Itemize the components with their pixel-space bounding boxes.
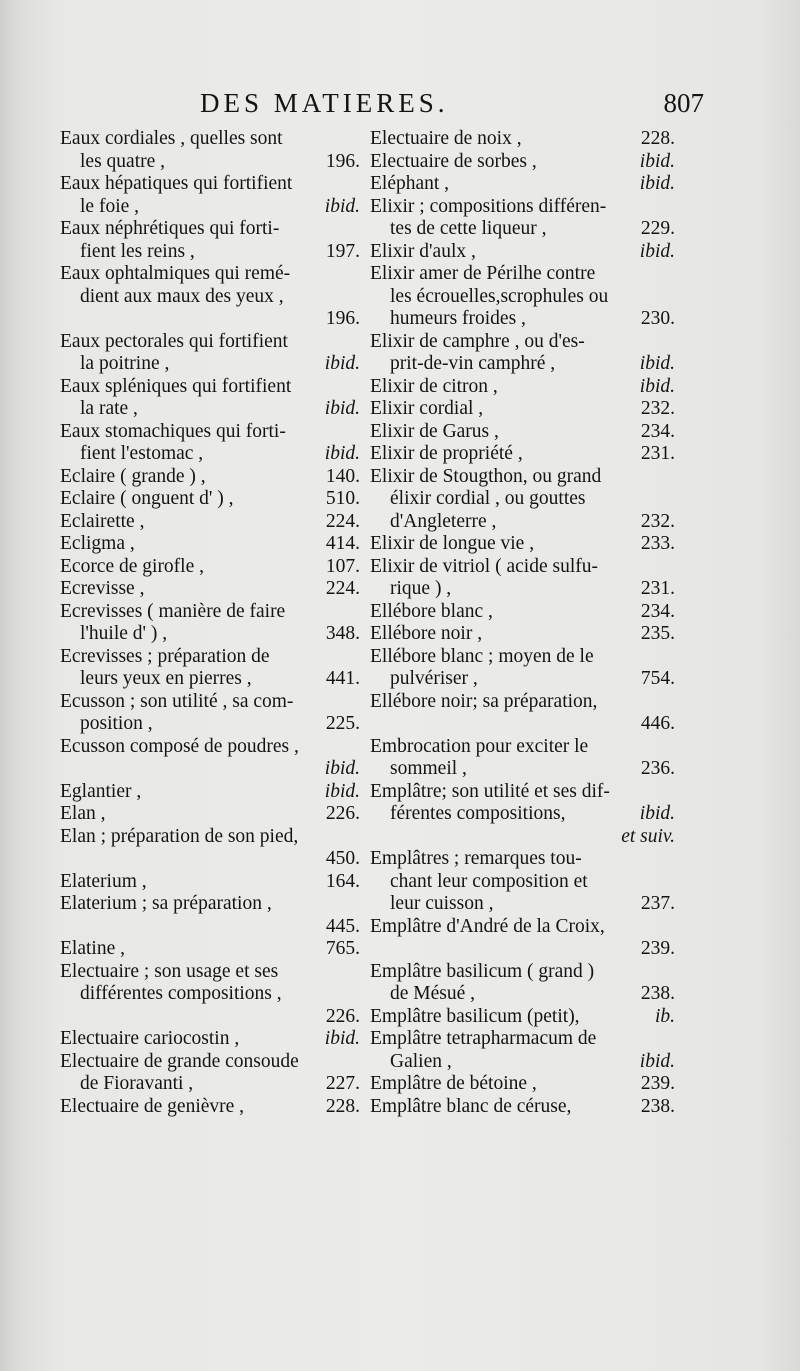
- index-entry: [60, 1096, 360, 1119]
- index-entry-line: [60, 623, 360, 646]
- index-column-right: [370, 128, 675, 1118]
- page-reference: ibid.: [639, 1050, 675, 1072]
- entry-text: Galien ,: [390, 1050, 452, 1072]
- entry-text: leur cuisson ,: [390, 893, 494, 914]
- index-entry: [370, 443, 675, 466]
- entry-text: Ellébore noir; sa préparation,: [370, 690, 598, 712]
- index-entry-line: [60, 398, 360, 421]
- index-entry-line: [60, 1006, 360, 1029]
- page-reference: 232.: [640, 510, 675, 532]
- index-entry: [60, 803, 360, 826]
- index-entry-line: [370, 646, 670, 669]
- page-number: 807: [663, 88, 704, 118]
- index-entry: [60, 578, 360, 601]
- index-entry: [60, 826, 360, 871]
- index-entry-line: [60, 1028, 360, 1051]
- index-entry-line: [370, 375, 675, 399]
- index-entry: [370, 960, 675, 1006]
- entry-text: les quatre ,: [80, 150, 166, 172]
- entry-text: Emplâtre basilicum (petit),: [370, 1005, 580, 1027]
- entry-text: tes de cette liqueur ,: [390, 218, 547, 239]
- entry-text: leurs yeux en pierres ,: [80, 668, 252, 689]
- entry-text: Ecusson ; son utilité , sa com-: [60, 690, 294, 712]
- index-entry: [60, 781, 360, 804]
- page-reference: ibid.: [639, 173, 675, 194]
- index-entry-line: [60, 983, 360, 1006]
- page-reference: 414.: [325, 533, 360, 554]
- index-entry-line: [60, 961, 360, 984]
- index-entry-line: [370, 510, 675, 534]
- page-reference: 197.: [325, 240, 360, 262]
- page-reference: 226.: [325, 803, 360, 824]
- page-reference: 239.: [640, 1073, 675, 1094]
- index-entry-line: [60, 871, 360, 894]
- page-reference: 229.: [640, 218, 675, 239]
- entry-text: Eaux pectorales qui fortifient: [60, 330, 288, 352]
- index-entry-line: [60, 668, 360, 691]
- page-reference: 234.: [640, 420, 675, 442]
- entry-text: Eclaire ( grande ) ,: [60, 465, 206, 487]
- entry-text: Electuaire ; son usage et ses: [60, 960, 279, 982]
- index-column-left: [60, 128, 360, 1118]
- entry-text: Elaterium ,: [60, 870, 147, 892]
- page-reference: 232.: [640, 398, 675, 419]
- index-entry: [370, 330, 675, 376]
- page-reference: 230.: [640, 308, 675, 329]
- index-entry-line: [60, 488, 360, 511]
- index-entry: [370, 420, 675, 444]
- index-entry: [370, 173, 675, 196]
- index-entry: [370, 1073, 675, 1096]
- index-entry-line: [60, 128, 360, 151]
- index-entry: [60, 961, 360, 1029]
- index-entry-line: [370, 983, 675, 1006]
- index-entry-line: [370, 825, 675, 849]
- index-entry-line: [60, 421, 360, 444]
- index-entry: [60, 533, 360, 556]
- entry-text: les écrouelles,scrophules ou: [390, 285, 609, 307]
- page-reference: 225.: [325, 713, 360, 734]
- index-entry-line: [370, 600, 675, 624]
- index-entry-line: [370, 398, 675, 421]
- entry-text: Ellébore blanc ,: [370, 600, 493, 622]
- page-reference: 164.: [325, 870, 360, 892]
- index-entry-line: [60, 218, 360, 241]
- index-entry-line: [60, 601, 360, 624]
- entry-text: position ,: [80, 713, 153, 734]
- page-reference: ibid.: [324, 758, 360, 779]
- index-entry: [370, 240, 675, 264]
- index-entry-line: [370, 196, 670, 219]
- index-entry-line: [370, 488, 670, 511]
- entry-text: l'huile d' ) ,: [80, 623, 168, 644]
- page-reference: ibid.: [324, 443, 360, 464]
- index-entry-line: [60, 533, 360, 556]
- page-reference: 196.: [325, 150, 360, 172]
- index-entry: [60, 511, 360, 534]
- entry-text: Elatine ,: [60, 938, 125, 959]
- entry-text: Eaux stomachiques qui forti-: [60, 420, 286, 442]
- index-entry: [370, 848, 675, 916]
- entry-text: Emplâtre tetrapharmacum de: [370, 1028, 597, 1049]
- index-entry: [60, 376, 360, 421]
- entry-text: rique ) ,: [390, 578, 452, 599]
- entry-text: Ecrevisses ; préparation de: [60, 645, 270, 667]
- entry-text: prit-de-vin camphré ,: [390, 353, 556, 374]
- entry-text: Electuaire de noix ,: [370, 128, 522, 149]
- index-entry: [60, 173, 360, 218]
- index-entry-line: [60, 286, 360, 309]
- page-reference: 231.: [640, 443, 675, 464]
- entry-text: Emplâtre d'André de la Croix,: [370, 915, 605, 937]
- index-entry-line: [370, 263, 670, 286]
- entry-text: la rate ,: [80, 398, 138, 419]
- index-entry-line: [60, 151, 360, 174]
- index-entry-line: [370, 713, 675, 736]
- entry-text: différentes compositions ,: [80, 983, 282, 1004]
- entry-text: Elixir de camphre , ou d'es-: [370, 330, 585, 352]
- entry-text: Elixir de longue vie ,: [370, 533, 535, 554]
- index-entry: [60, 421, 360, 466]
- index-entry: [60, 263, 360, 331]
- index-entry: [370, 735, 675, 781]
- index-entry: [370, 1005, 675, 1029]
- entry-text: pulvériser ,: [390, 668, 478, 689]
- index-entry-line: [370, 938, 675, 961]
- page-reference: ibid.: [324, 398, 360, 419]
- page-reference: ibid.: [324, 195, 360, 217]
- index-entry: [60, 488, 360, 511]
- page-reference: 224.: [325, 510, 360, 532]
- page-header: [60, 88, 704, 128]
- index-entry: [60, 938, 360, 961]
- entry-text: Electuaire de genièvre ,: [60, 1095, 245, 1117]
- index-entry: [370, 645, 675, 691]
- index-entry-line: [60, 308, 360, 331]
- page-reference: 446.: [640, 713, 675, 734]
- index-entry-line: [370, 150, 675, 174]
- index-entry-line: [60, 331, 360, 354]
- index-entry-line: [60, 736, 360, 759]
- index-entry: [60, 218, 360, 263]
- entry-text: Ellébore noir ,: [370, 623, 483, 644]
- index-entry-line: [370, 1095, 675, 1119]
- entry-text: Elixir de citron ,: [370, 375, 498, 397]
- page-reference: 231.: [640, 578, 675, 599]
- entry-text: Elixir de Stougthon, ou grand: [370, 465, 602, 487]
- entry-text: férentes compositions,: [390, 803, 566, 824]
- index-entry-line: [60, 173, 360, 196]
- page-reference: 227.: [325, 1073, 360, 1094]
- page-reference: 765.: [325, 938, 360, 959]
- index-entry-line: [370, 308, 675, 331]
- index-entry-line: [370, 893, 675, 916]
- index-entry-line: [60, 1096, 360, 1119]
- index-entry: [370, 263, 675, 331]
- entry-text: dient aux maux des yeux ,: [80, 285, 284, 307]
- index-entry-line: [60, 781, 360, 804]
- index-entry: [60, 1051, 360, 1096]
- index-entry: [370, 398, 675, 421]
- index-entry: [60, 1028, 360, 1051]
- entry-text: Emplâtre basilicum ( grand ): [370, 960, 595, 982]
- entry-text: Elan ,: [60, 803, 106, 824]
- index-entry: [60, 646, 360, 691]
- entry-text: chant leur composition et: [390, 870, 588, 892]
- index-entry: [370, 623, 675, 646]
- entry-text: Ecorce de girofle ,: [60, 555, 205, 577]
- index-entry-line: [370, 758, 675, 781]
- entry-text: Electuaire cariocostin ,: [60, 1028, 240, 1049]
- index-entry-line: [370, 623, 675, 646]
- entry-text: Elixir de Garus ,: [370, 420, 499, 442]
- page-reference: ibid.: [639, 240, 675, 262]
- index-entry: [60, 691, 360, 736]
- page-reference: ibid.: [639, 375, 675, 397]
- index-entry-line: [60, 376, 360, 399]
- index-entry-line: [60, 511, 360, 534]
- entry-text: Emplâtre de bétoine ,: [370, 1073, 537, 1094]
- index-entry-line: [370, 128, 675, 151]
- index-entry-line: [60, 466, 360, 489]
- entry-text: Ecligma ,: [60, 533, 135, 554]
- index-entry-line: [370, 1028, 670, 1051]
- index-entry-line: [370, 240, 675, 264]
- running-title: DES MATIERES.: [200, 88, 449, 118]
- index-entry-line: [370, 871, 670, 894]
- entry-text: Ecusson composé de poudres ,: [60, 735, 299, 757]
- entry-text: Emplâtre blanc de céruse,: [370, 1095, 572, 1117]
- index-entry: [60, 556, 360, 579]
- entry-text: la poitrine ,: [80, 353, 170, 374]
- index-entry-line: [60, 691, 360, 714]
- index-entry: [370, 375, 675, 399]
- page-reference: 224.: [325, 578, 360, 599]
- entry-text: Emplâtres ; remarques tou-: [370, 848, 582, 869]
- page-reference: 239.: [640, 938, 675, 959]
- page-reference: et suiv.: [621, 825, 675, 847]
- index-entry: [370, 533, 675, 556]
- index-entry: [370, 555, 675, 601]
- entry-text: Elan ; préparation de son pied,: [60, 825, 299, 847]
- index-entry-line: [370, 803, 675, 826]
- page-reference: 237.: [640, 893, 675, 914]
- entry-text: de Fioravanti ,: [80, 1073, 194, 1094]
- page-reference: ibid.: [324, 353, 360, 374]
- index-entry-line: [370, 331, 670, 354]
- entry-text: Electuaire de grande consoude: [60, 1050, 299, 1072]
- page-reference: 140.: [325, 465, 360, 487]
- index-entry-line: [60, 646, 360, 669]
- index-entry-line: [370, 916, 670, 939]
- page-reference: 238.: [640, 1095, 675, 1117]
- index-entry-line: [60, 893, 360, 916]
- index-entry-line: [370, 578, 675, 601]
- entry-text: Emplâtre; son utilité et ses dif-: [370, 780, 610, 802]
- index-entry-line: [370, 848, 670, 871]
- index-entry-line: [60, 826, 360, 849]
- index-entry-line: [60, 758, 360, 781]
- entry-text: sommeil ,: [390, 758, 467, 779]
- index-entry: [370, 600, 675, 624]
- entry-text: Eclaire ( onguent d' ) ,: [60, 488, 234, 509]
- entry-text: Eaux hépatiques qui fortifient: [60, 173, 293, 194]
- index-entry-line: [60, 713, 360, 736]
- page-reference: 234.: [640, 600, 675, 622]
- entry-text: Elaterium ; sa préparation ,: [60, 893, 272, 914]
- index-entry: [60, 601, 360, 646]
- index-entry: [370, 1095, 675, 1119]
- index-entry: [60, 736, 360, 781]
- page-reference: 510.: [325, 488, 360, 509]
- page-reference: ibid.: [324, 1028, 360, 1049]
- entry-text: Eaux ophtalmiques qui remé-: [60, 263, 291, 284]
- index-entry: [370, 915, 675, 961]
- entry-text: Ellébore blanc ; moyen de le: [370, 645, 594, 667]
- entry-text: Elixir amer de Périlhe contre: [370, 263, 596, 284]
- index-entry-line: [60, 556, 360, 579]
- index-entry-line: [60, 1073, 360, 1096]
- index-entry: [60, 893, 360, 938]
- entry-text: Eaux cordiales , quelles sont: [60, 128, 283, 149]
- entry-text: Elixir de propriété ,: [370, 443, 523, 464]
- index-entry-line: [370, 420, 675, 444]
- index-entry: [370, 1028, 675, 1073]
- index-entry: [370, 465, 675, 534]
- index-entry-line: [370, 556, 670, 579]
- index-entry-line: [370, 781, 670, 804]
- index-entry-line: [370, 286, 670, 309]
- entry-text: d'Angleterre ,: [390, 510, 497, 532]
- entry-text: le foie ,: [80, 195, 140, 217]
- entry-text: Ecrevisses ( manière de faire: [60, 600, 286, 622]
- page-reference: 450.: [325, 848, 360, 869]
- index-entry: [370, 780, 675, 849]
- index-entry-line: [60, 803, 360, 826]
- page-reference: 228.: [325, 1095, 360, 1117]
- entry-text: Eaux néphrétiques qui forti-: [60, 218, 280, 239]
- entry-text: Eglantier ,: [60, 780, 142, 802]
- page-reference: 348.: [325, 623, 360, 644]
- index-entry-line: [60, 263, 360, 286]
- index-entry: [60, 128, 360, 173]
- page-reference: 233.: [640, 533, 675, 554]
- index-entry-line: [60, 241, 360, 264]
- page-reference: ibid.: [639, 803, 675, 824]
- index-entry-line: [60, 848, 360, 871]
- page-reference: ibid.: [324, 780, 360, 802]
- index-entry-line: [370, 668, 675, 691]
- entry-text: Embrocation pour exciter le: [370, 735, 589, 757]
- index-entry-line: [60, 443, 360, 466]
- index-entry-line: [60, 1051, 360, 1074]
- index-entry-line: [370, 466, 670, 489]
- page-reference: 228.: [640, 128, 675, 149]
- entry-text: élixir cordial , ou gouttes: [390, 488, 586, 509]
- index-entry-line: [370, 1073, 675, 1096]
- entry-text: Ecrevisse ,: [60, 578, 145, 599]
- page-reference: 445.: [325, 915, 360, 937]
- page-reference: 238.: [640, 983, 675, 1004]
- page-reference: ibid.: [639, 353, 675, 374]
- index-entry-line: [370, 736, 670, 759]
- index-entry-line: [60, 916, 360, 939]
- page-reference: ibid.: [639, 150, 675, 172]
- index-entry-line: [370, 961, 670, 984]
- index-entry-line: [60, 938, 360, 961]
- page-reference: 226.: [325, 1005, 360, 1027]
- index-entry: [370, 150, 675, 174]
- index-entry: [370, 690, 675, 736]
- index-entry-line: [370, 1050, 675, 1074]
- entry-text: Elixir ; compositions différen-: [370, 195, 607, 217]
- entry-text: Elixir d'aulx ,: [370, 240, 476, 262]
- page-reference: 107.: [325, 555, 360, 577]
- page-reference: 196.: [325, 308, 360, 329]
- index-entry: [60, 466, 360, 489]
- entry-text: humeurs froides ,: [390, 308, 526, 329]
- page-reference: 236.: [640, 758, 675, 779]
- page-reference: 441.: [325, 668, 360, 689]
- index-entry: [60, 871, 360, 894]
- page-reference: 754.: [640, 668, 675, 689]
- entry-text: fient les reins ,: [80, 240, 195, 262]
- page-reference: ib.: [654, 1005, 675, 1027]
- index-entry-line: [370, 691, 670, 714]
- index-entry-line: [370, 533, 675, 556]
- index-entry-line: [60, 353, 360, 376]
- entry-text: Elixir de vitriol ( acide sulfu-: [370, 555, 598, 577]
- entry-text: Electuaire de sorbes ,: [370, 150, 537, 172]
- entry-text: Eclairette ,: [60, 510, 145, 532]
- entry-text: Eaux spléniques qui fortifient: [60, 375, 292, 397]
- entry-text: de Mésué ,: [390, 983, 476, 1004]
- index-entry-line: [370, 1005, 675, 1029]
- index-entry-line: [370, 443, 675, 466]
- index-entry-line: [60, 196, 360, 219]
- page-reference: 235.: [640, 623, 675, 644]
- index-entry-line: [370, 353, 675, 376]
- index-entry-line: [60, 578, 360, 601]
- entry-text: Elixir cordial ,: [370, 398, 484, 419]
- index-entry-line: [370, 173, 675, 196]
- index-entry: [60, 331, 360, 376]
- index-entry-line: [370, 218, 675, 241]
- entry-text: fient l'estomac ,: [80, 443, 204, 464]
- entry-text: Eléphant ,: [370, 173, 450, 194]
- index-entry: [370, 195, 675, 241]
- index-entry: [370, 128, 675, 151]
